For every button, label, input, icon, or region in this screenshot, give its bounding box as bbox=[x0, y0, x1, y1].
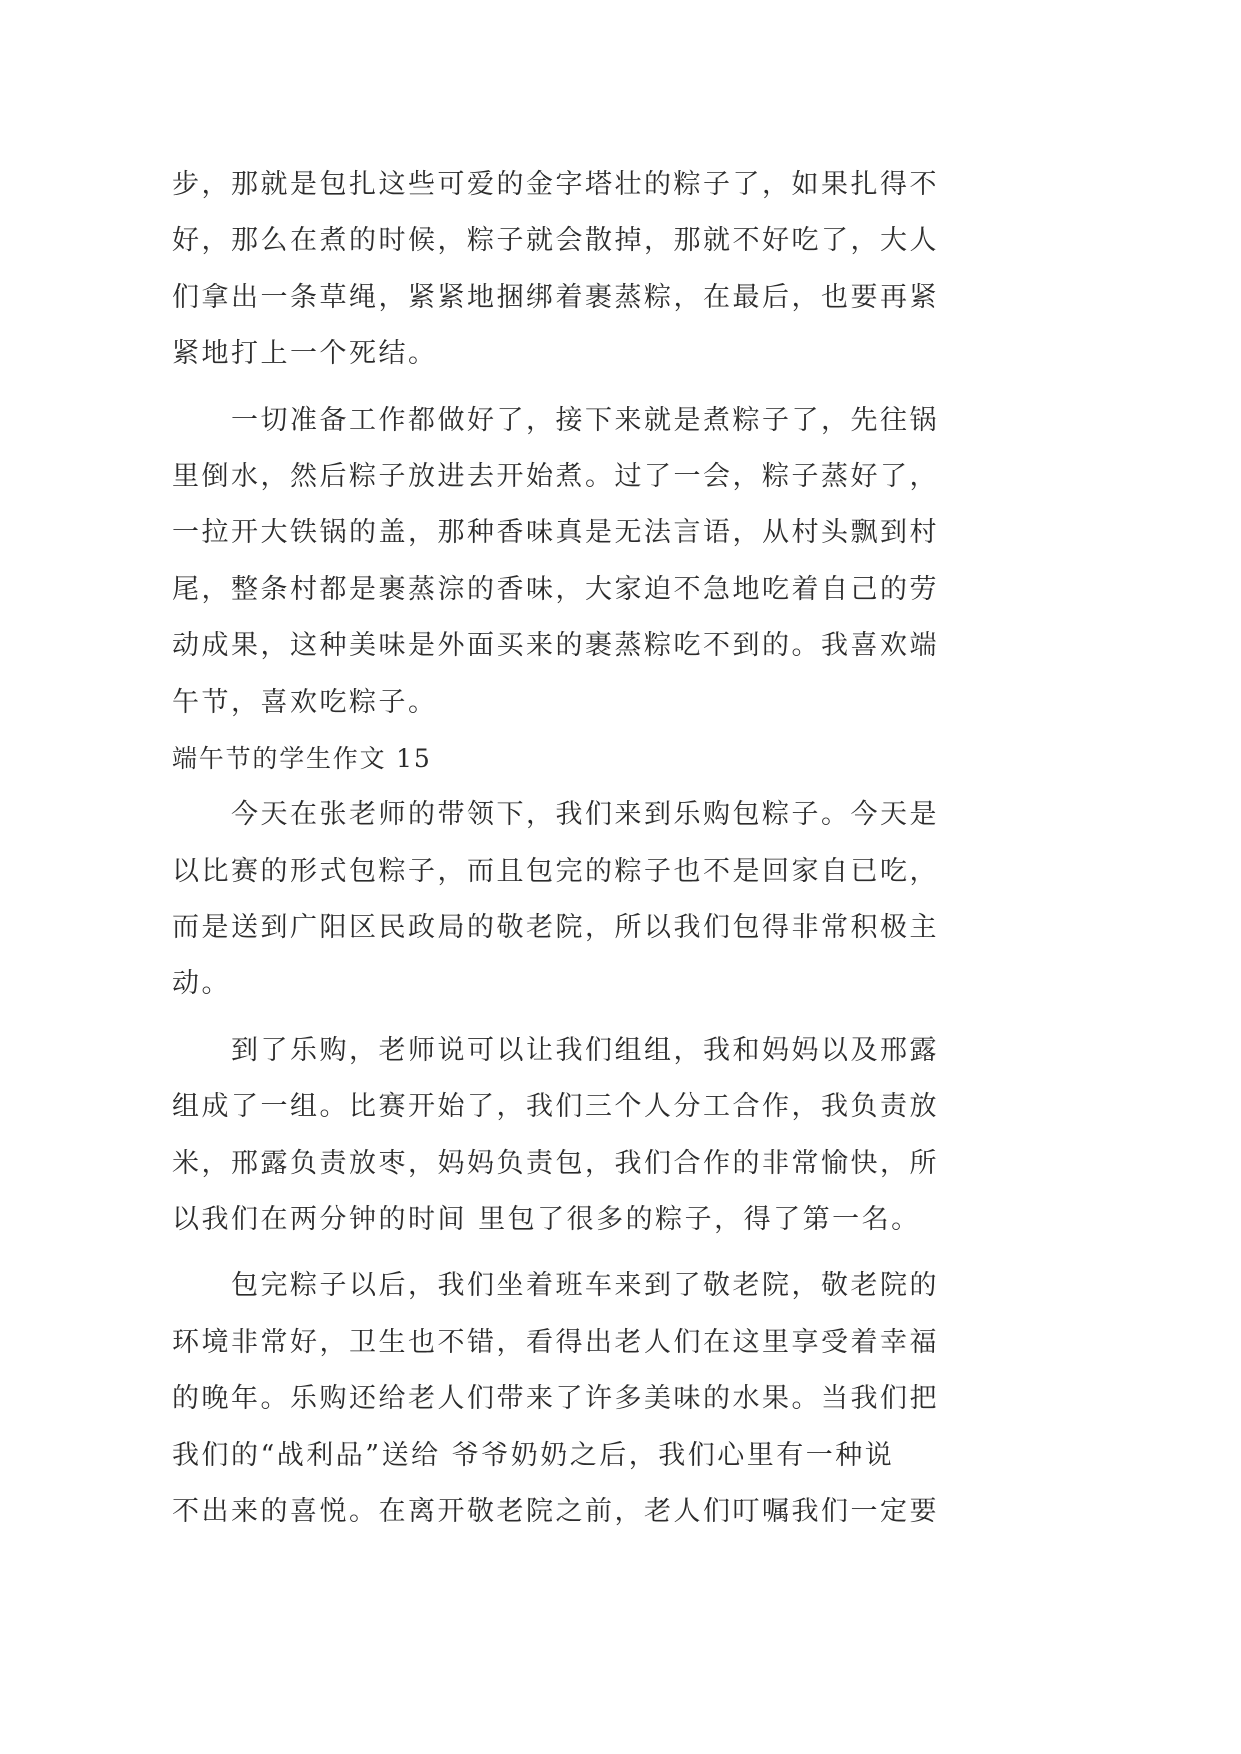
text-line: 尾，整条村都是裹蒸淙的香味，大家迫不急地吃着自己的劳 bbox=[172, 573, 939, 605]
text-line: 我们的“战利品”送给 爷爷奶奶之后，我们心里有一种说 bbox=[172, 1439, 895, 1471]
text-line: 午节，喜欢吃粽子。 bbox=[172, 686, 438, 718]
text-line: 紧地打上一个死结。 bbox=[172, 338, 438, 370]
text-line: 的晚年。乐购还给老人们带来了许多美味的水果。当我们把 bbox=[172, 1383, 939, 1415]
text-line: 包完粽子以后，我们坐着班车来到了敬老院，敬老院的 bbox=[231, 1270, 939, 1302]
paragraph bbox=[172, 1023, 1172, 1249]
text-line: 今天在张老师的带领下，我们来到乐购包粽子。今天是 bbox=[231, 799, 939, 831]
text-line: 里倒水，然后粽子放进去开始煮。过了一会，粽子蒸好了， bbox=[172, 460, 939, 492]
text-line: 动成果，这种美味是外面买来的裹蒸粽吃不到的。我喜欢端 bbox=[172, 630, 939, 662]
text-line: 组成了一组。比赛开始了，我们三个人分工合作，我负责放 bbox=[172, 1091, 939, 1123]
paragraph bbox=[172, 393, 1172, 731]
document-body bbox=[172, 157, 1172, 1540]
text-line: 一切准备工作都做好了，接下来就是煮粽子了，先往锅 bbox=[231, 404, 939, 436]
text-line: 好，那么在煮的时候，粽子就会散掉，那就不好吃了，大人 bbox=[172, 225, 939, 257]
text-line: 而是送到广阳区民政局的敬老院，所以我们包得非常积极主 bbox=[172, 912, 939, 944]
text-line: 不出来的喜悦。在离开敬老院之前，老人们叮嘱我们一定要 bbox=[172, 1495, 939, 1527]
paragraph-continued bbox=[172, 157, 1172, 383]
text-line: 动。 bbox=[172, 968, 231, 1000]
text-line: 到了乐购，老师说可以让我们组组，我和妈妈以及邢露 bbox=[231, 1034, 939, 1066]
text-line: 米，邢露负责放枣，妈妈负责包，我们合作的非常愉快，所 bbox=[172, 1147, 939, 1179]
text-line: 以我们在两分钟的时间 里包了很多的粽子，得了第一名。 bbox=[172, 1204, 921, 1236]
text-line: 环境非常好，卫生也不错，看得出老人们在这里享受着幸福 bbox=[172, 1326, 939, 1358]
text-line: 们拿出一条草绳，紧紧地捆绑着裹蒸粽，在最后，也要再紧 bbox=[172, 281, 939, 313]
text-line: 一拉开大铁锅的盖，那种香味真是无法言语，从村头飘到村 bbox=[172, 517, 939, 549]
essay-title: 端午节的学生作文 15 bbox=[172, 743, 432, 773]
paragraph bbox=[172, 787, 1172, 1013]
text-line: 步，那就是包扎这些可爱的金字塔壮的粽子了，如果扎得不 bbox=[172, 169, 939, 200]
text-line: 以比赛的形式包粽子，而且包完的粽子也不是回家自已吃， bbox=[172, 855, 939, 887]
paragraph bbox=[172, 1258, 1172, 1540]
